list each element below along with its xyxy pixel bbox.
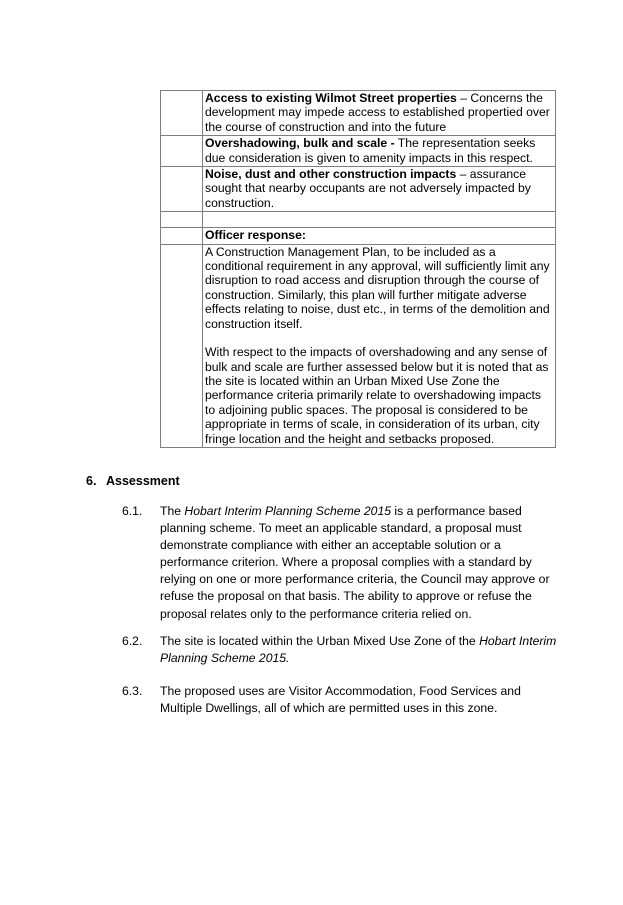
table-row bbox=[161, 136, 556, 167]
issue-text: – Concerns the development may impede access to established propertied over the course of construction and into the future bbox=[205, 91, 550, 134]
table-cell bbox=[203, 228, 556, 244]
table-indent-cell bbox=[161, 91, 203, 136]
table-cell bbox=[203, 167, 556, 212]
issue-heading: Noise, dust and other construction impacts bbox=[205, 167, 457, 182]
table-indent-cell bbox=[161, 244, 203, 447]
section-title: Assessment bbox=[106, 474, 180, 488]
table-row bbox=[161, 167, 556, 212]
paragraph-text bbox=[160, 503, 562, 623]
issue-heading: Access to existing Wilmot Street properties bbox=[205, 91, 457, 105]
paragraph-text-run: is a performance based planning scheme. To meet an applicable standard, a proposal must demonstrate compliance with either an acceptable solution or a performance criterion. Where a proposal complies with a standard by relying on one or more performance criteria, the Council may approve or refuse the proposal on that basis. The ability to approve or refuse the proposal relates only to the performance criteria relied on. bbox=[160, 504, 550, 621]
planning-scheme-title: Hobart Interim Planning Scheme 2015. bbox=[160, 634, 557, 666]
table-indent-cell bbox=[161, 167, 203, 212]
paragraph-text bbox=[160, 633, 562, 667]
numbered-paragraph bbox=[122, 503, 562, 623]
table-row bbox=[161, 228, 556, 244]
numbered-paragraph bbox=[122, 683, 562, 717]
officer-response-heading: Officer response: bbox=[205, 228, 306, 243]
officer-response-paragraph: A Construction Management Plan, to be included as a conditional requirement in any approval, will sufficiently limit any disruption to road access and disruption through the course of construction. Similarly, this plan will further mitigate adverse effects relating to noise, dust etc., in terms of the demolition and construction itself. bbox=[205, 244, 550, 331]
table-indent-cell bbox=[161, 228, 203, 244]
issue-text: The representation seeks due consideration is given to amenity impacts in this respect. bbox=[205, 136, 536, 165]
paragraph-number: 6.2. bbox=[122, 634, 143, 648]
paragraph-text-run: The bbox=[160, 504, 185, 518]
paragraph-number: 6.1. bbox=[122, 504, 143, 518]
section-heading bbox=[86, 474, 180, 488]
section-number: 6. bbox=[86, 474, 97, 488]
table-cell bbox=[203, 244, 556, 447]
officer-response-paragraph: With respect to the impacts of overshadowing and any sense of bulk and scale are further assessed below but it is noted that as the site is located within an Urban Mixed Use Zone the performance criteria primarily relate to overshadowing impacts to adjoining public spaces. The proposal is considered to be appropriate in terms of scale, in consideration of its urban, city fringe location and the height and setbacks proposed. bbox=[205, 345, 549, 446]
table-cell bbox=[203, 212, 556, 228]
paragraph-text bbox=[160, 683, 562, 717]
table-row bbox=[161, 91, 556, 136]
table-row-empty bbox=[161, 212, 556, 228]
table-indent-cell bbox=[161, 136, 203, 167]
planning-scheme-title: Hobart Interim Planning Scheme 2015 bbox=[184, 504, 392, 518]
paragraph-text-run: The site is located within the Urban Mixed Use Zone of the bbox=[160, 634, 480, 648]
issue-text: – assurance sought that nearby occupants are not adversely impacted by construction. bbox=[205, 167, 531, 210]
paragraph-number: 6.3. bbox=[122, 684, 143, 698]
table-row bbox=[161, 244, 556, 447]
table-indent-cell bbox=[161, 212, 203, 228]
table-cell bbox=[203, 91, 556, 136]
table-cell bbox=[203, 136, 556, 167]
issue-heading: Overshadowing, bulk and scale - bbox=[205, 136, 395, 151]
numbered-paragraph bbox=[122, 633, 562, 667]
paragraph-text-run: The proposed uses are Visitor Accommodation, Food Services and Multiple Dwellings, all of which are permitted uses in this zone. bbox=[160, 684, 521, 716]
representations-table bbox=[160, 90, 556, 448]
